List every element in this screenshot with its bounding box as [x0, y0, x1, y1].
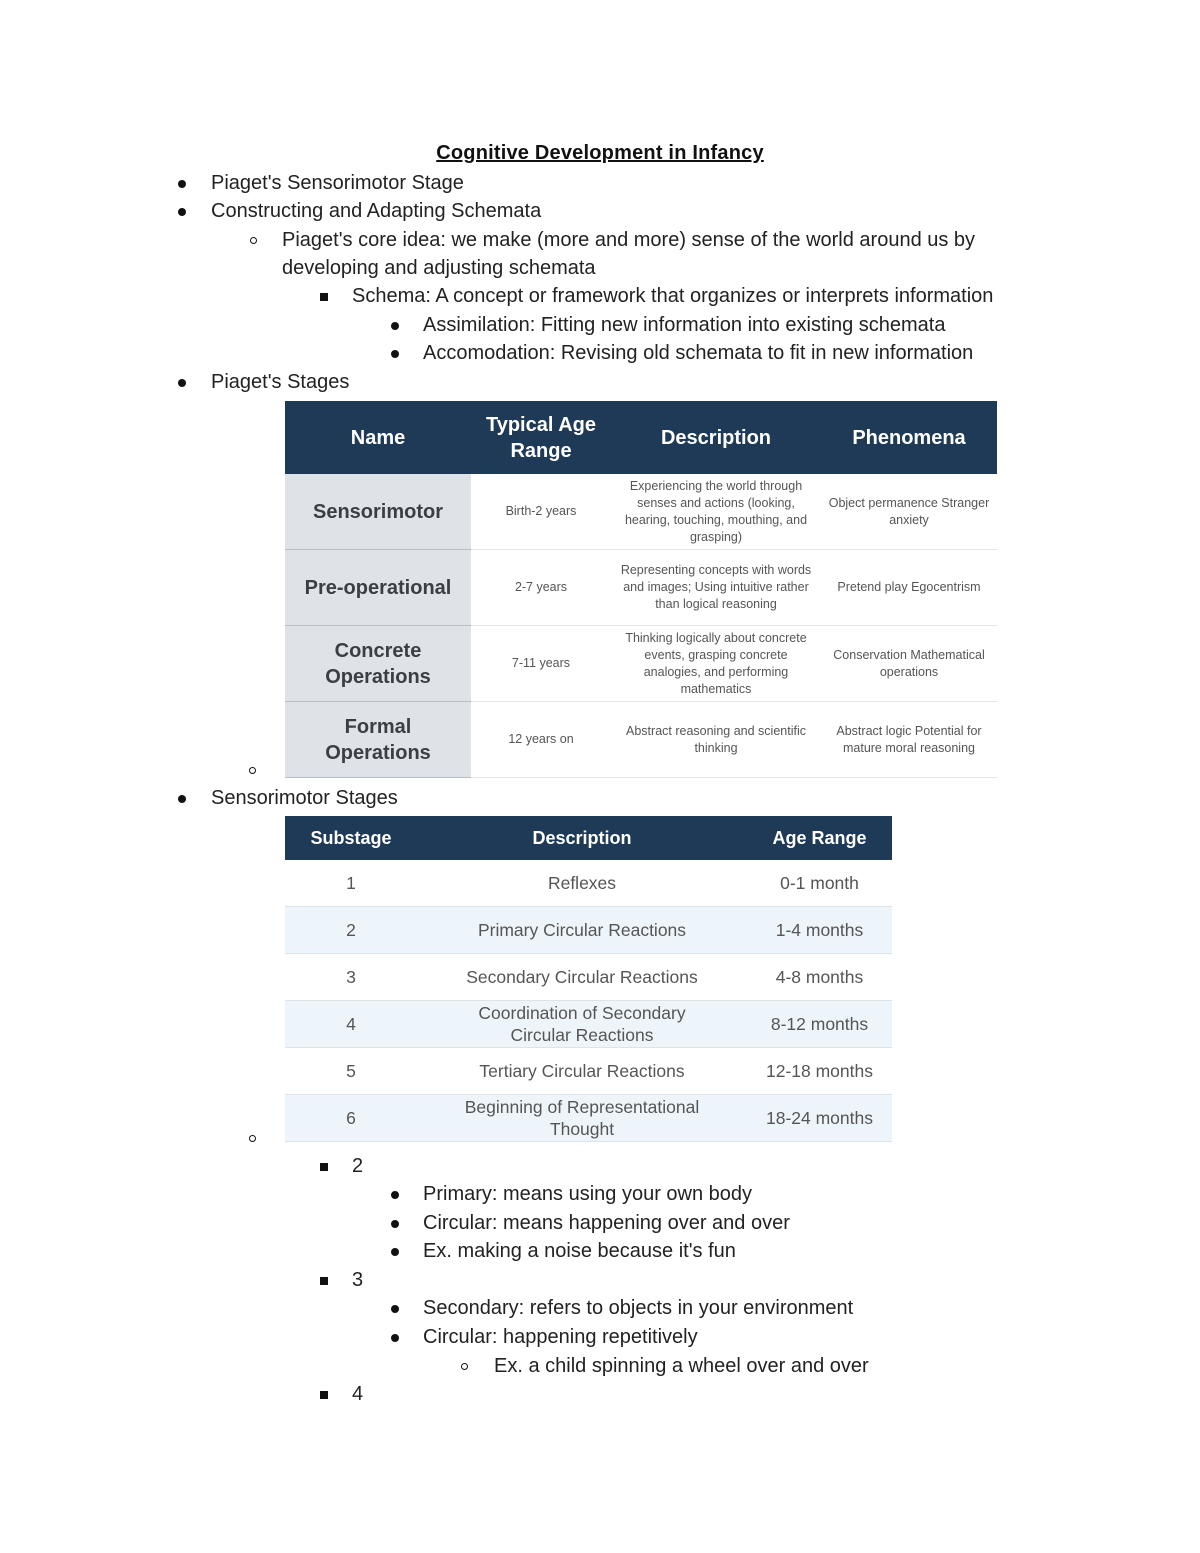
bullet-icon	[391, 1334, 399, 1342]
outline-item: Piaget's Sensorimotor Stage	[211, 172, 464, 194]
substage-description: Secondary Circular Reactions	[417, 954, 747, 1001]
bullet-icon	[320, 1391, 328, 1399]
bullet-icon	[249, 1135, 256, 1142]
table-header-row	[285, 816, 892, 860]
bullet-icon	[249, 767, 256, 774]
substage-description: Beginning of Representational Thought	[417, 1095, 747, 1142]
outline-item: Circular: happening repetitively	[423, 1326, 698, 1348]
bullet-icon	[391, 1191, 399, 1199]
substage-number: 4	[285, 1001, 417, 1048]
bullet-icon	[391, 322, 399, 330]
bullet-icon	[320, 1163, 328, 1171]
stage-name: Pre-operational	[285, 550, 471, 626]
outline-item: Primary: means using your own body	[423, 1183, 753, 1205]
bullet-icon	[320, 1277, 328, 1285]
outline-item: Piaget's core idea: we make (more and more) sense of the world around us by	[282, 229, 976, 251]
column-header: Phenomena	[821, 401, 997, 474]
substage-number: 1	[285, 860, 417, 907]
stage-name: Sensorimotor	[285, 474, 471, 550]
table-row	[285, 1048, 892, 1095]
table-row	[285, 550, 997, 626]
stage-phenomena: Pretend play Egocentrism	[821, 550, 997, 626]
stage-age: 12 years on	[471, 702, 611, 778]
outline-item: Piaget's Stages	[211, 371, 350, 393]
substage-age: 4-8 months	[747, 954, 892, 1001]
bullet-icon	[391, 1248, 399, 1256]
table-row	[285, 474, 997, 550]
substage-description: Tertiary Circular Reactions	[417, 1048, 747, 1095]
outline-item-continued: developing and adjusting schemata	[282, 257, 596, 279]
stage-description: Thinking logically about concrete events, grasping concrete analogies, and performing mathematics	[611, 626, 821, 702]
bullet-icon	[178, 795, 186, 803]
table-row	[285, 860, 892, 907]
substage-description: Primary Circular Reactions	[417, 907, 747, 954]
bullet-icon	[320, 293, 328, 301]
table-header-row	[285, 401, 997, 474]
bullet-icon	[178, 379, 186, 387]
outline-item: Assimilation: Fitting new information into existing schemata	[423, 314, 946, 336]
outline-item: Constructing and Adapting Schemata	[211, 200, 542, 222]
column-header: Substage	[285, 816, 417, 860]
column-header: Name	[285, 401, 471, 474]
bullet-icon	[391, 1305, 399, 1313]
outline-item: 3	[352, 1269, 364, 1291]
column-header: Description	[417, 816, 747, 860]
outline-item: 2	[352, 1155, 364, 1177]
outline-item: Accomodation: Revising old schemata to fit in new information	[423, 342, 974, 364]
table-row	[285, 702, 997, 778]
substage-number: 5	[285, 1048, 417, 1095]
table-row	[285, 1095, 892, 1142]
outline-item: Circular: means happening over and over	[423, 1212, 790, 1234]
substage-description: Reflexes	[417, 860, 747, 907]
stage-phenomena: Conservation Mathematical operations	[821, 626, 997, 702]
substage-number: 2	[285, 907, 417, 954]
substage-age: 0-1 month	[747, 860, 892, 907]
table-row	[285, 954, 892, 1001]
substage-number: 3	[285, 954, 417, 1001]
substage-age: 18-24 months	[747, 1095, 892, 1142]
substage-number: 6	[285, 1095, 417, 1142]
bullet-icon	[178, 208, 186, 216]
table-row	[285, 626, 997, 702]
stage-description: Experiencing the world through senses and actions (looking, hearing, touching, mouthing, and grasping)	[611, 474, 821, 550]
outline-item: Secondary: refers to objects in your environment	[423, 1297, 854, 1319]
stage-age: 7-11 years	[471, 626, 611, 702]
sensorimotor-substages-table	[285, 816, 892, 1142]
column-header: Description	[611, 401, 821, 474]
outline-item: Ex. making a noise because it's fun	[423, 1240, 736, 1262]
stage-name: Formal Operations	[285, 702, 471, 778]
stage-description: Abstract reasoning and scientific thinking	[611, 702, 821, 778]
table-row	[285, 1001, 892, 1048]
column-header: Typical Age Range	[471, 401, 611, 474]
outline-item: Ex. a child spinning a wheel over and over	[494, 1355, 869, 1377]
bullet-icon	[391, 350, 399, 358]
outline-item: 4	[352, 1383, 364, 1405]
stage-age: 2-7 years	[471, 550, 611, 626]
substage-age: 8-12 months	[747, 1001, 892, 1048]
bullet-icon	[178, 180, 186, 188]
bullet-icon	[461, 1363, 468, 1370]
outline-item: Sensorimotor Stages	[211, 787, 398, 809]
page-title: Cognitive Development in Infancy	[436, 142, 764, 164]
table-row	[285, 907, 892, 954]
piaget-stages-table	[285, 401, 997, 778]
bullet-icon	[250, 237, 257, 244]
column-header: Age Range	[747, 816, 892, 860]
stage-phenomena: Abstract logic Potential for mature moral reasoning	[821, 702, 997, 778]
stage-description: Representing concepts with words and images; Using intuitive rather than logical reasoning	[611, 550, 821, 626]
stage-phenomena: Object permanence Stranger anxiety	[821, 474, 997, 550]
substage-age: 12-18 months	[747, 1048, 892, 1095]
substage-description: Coordination of Secondary Circular Reactions	[417, 1001, 747, 1048]
substage-age: 1-4 months	[747, 907, 892, 954]
outline-item: Schema: A concept or framework that organizes or interprets information	[352, 285, 994, 307]
stage-name: Concrete Operations	[285, 626, 471, 702]
stage-age: Birth-2 years	[471, 474, 611, 550]
bullet-icon	[391, 1220, 399, 1228]
